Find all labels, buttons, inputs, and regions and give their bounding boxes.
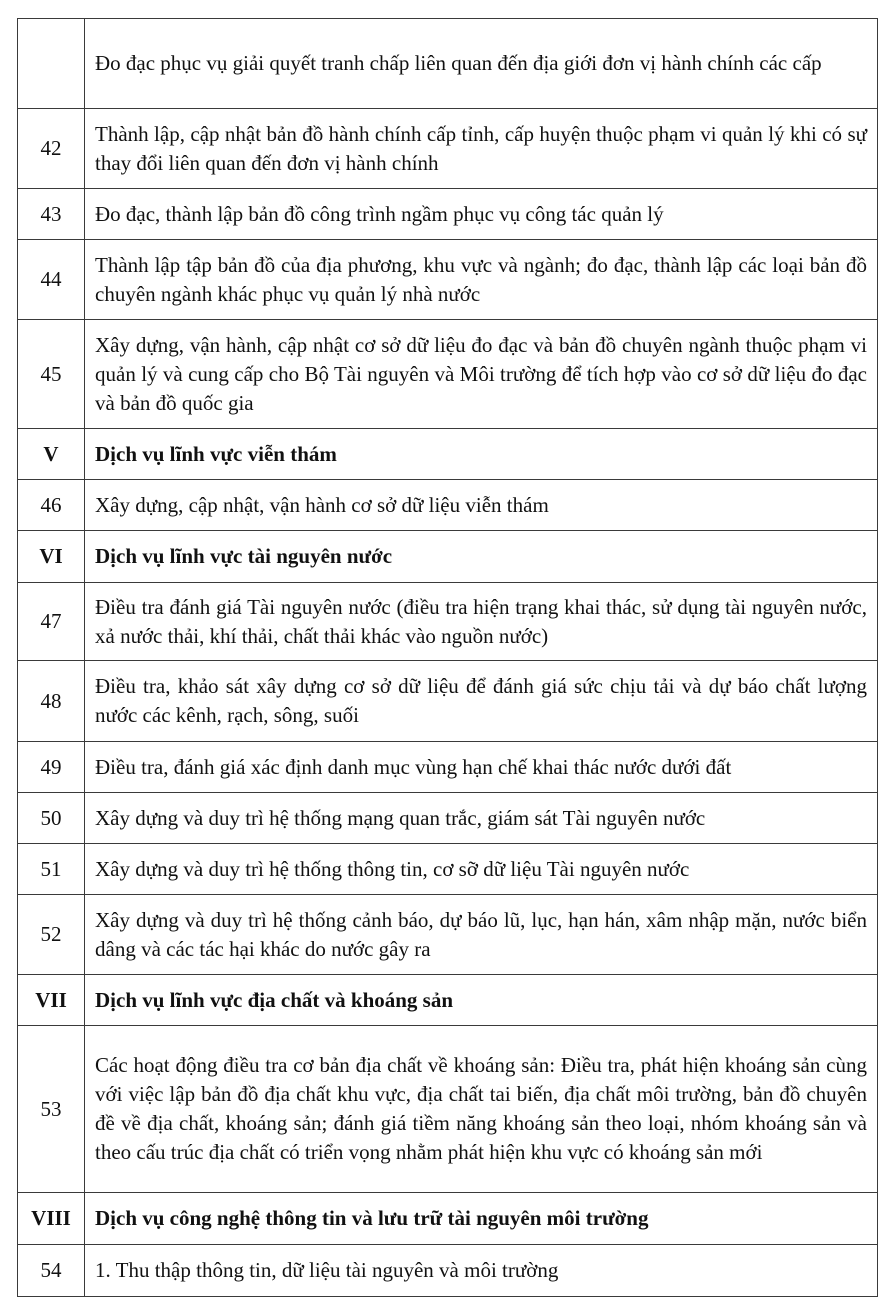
- section-header-row: [18, 1193, 878, 1245]
- row-description: Xây dựng và duy trì hệ thống cảnh báo, dự báo lũ, lục, hạn hán, xâm nhập mặn, nước biển dâng và các tác hại khác do nước gây ra: [85, 895, 878, 975]
- row-number: 54: [18, 1245, 85, 1297]
- section-title: Dịch vụ lĩnh vực địa chất và khoáng sản: [85, 975, 878, 1026]
- row-description: 1. Thu thập thông tin, dữ liệu tài nguyên và môi trường: [85, 1245, 878, 1297]
- section-header-row: [18, 975, 878, 1026]
- table-row: [18, 240, 878, 320]
- row-description: Điều tra, đánh giá xác định danh mục vùng hạn chế khai thác nước dưới đất: [85, 742, 878, 793]
- table-row: [18, 661, 878, 742]
- row-number: 49: [18, 742, 85, 793]
- section-title: Dịch vụ công nghệ thông tin và lưu trữ tài nguyên môi trường: [85, 1193, 878, 1245]
- row-number: 42: [18, 109, 85, 189]
- row-description: Đo đạc, thành lập bản đồ công trình ngầm phục vụ công tác quản lý: [85, 189, 878, 240]
- table-row: [18, 793, 878, 844]
- table-row: [18, 895, 878, 975]
- table-row: [18, 583, 878, 661]
- row-number: [18, 19, 85, 109]
- table-row: [18, 189, 878, 240]
- row-number: V: [18, 429, 85, 480]
- section-header-row: [18, 429, 878, 480]
- row-description: Thành lập, cập nhật bản đồ hành chính cấp tỉnh, cấp huyện thuộc phạm vi quản lý khi có sự thay đổi liên quan đến đơn vị hành chính: [85, 109, 878, 189]
- row-number: VIII: [18, 1193, 85, 1245]
- row-description: Xây dựng và duy trì hệ thống mạng quan trắc, giám sát Tài nguyên nước: [85, 793, 878, 844]
- row-description: Xây dựng, vận hành, cập nhật cơ sở dữ liệu đo đạc và bản đồ chuyên ngành thuộc phạm vi quản lý và cung cấp cho Bộ Tài nguyên và Môi trường để tích hợp vào cơ sở dữ liệu đo đạc và bản đồ quốc gia: [85, 320, 878, 429]
- table-row: [18, 1245, 878, 1297]
- table-row: [18, 742, 878, 793]
- row-description: Điều tra đánh giá Tài nguyên nước (điều tra hiện trạng khai thác, sử dụng tài nguyên nước, xả nước thải, khí thải, chất thải khác vào nguồn nước): [85, 583, 878, 661]
- row-number: 52: [18, 895, 85, 975]
- row-number: 50: [18, 793, 85, 844]
- section-header-row: [18, 531, 878, 583]
- row-description: Xây dựng và duy trì hệ thống thông tin, cơ sỡ dữ liệu Tài nguyên nước: [85, 844, 878, 895]
- row-number: VI: [18, 531, 85, 583]
- row-number: 43: [18, 189, 85, 240]
- services-table: [17, 18, 878, 1297]
- row-description: Các hoạt động điều tra cơ bản địa chất về khoáng sản: Điều tra, phát hiện khoáng sản cùng với việc lập bản đồ địa chất khu vực, địa chất tai biến, địa chất môi trường, bản đồ chuyên đề về địa chất, khoáng sản; đánh giá tiềm năng khoáng sản theo loại, nhóm khoáng sản và theo cấu trúc địa chất có triển vọng nhằm phát hiện khu vực có khoáng sản mới: [85, 1026, 878, 1193]
- row-description: Thành lập tập bản đồ của địa phương, khu vực và ngành; đo đạc, thành lập các loại bản đồ chuyên ngành khác phục vụ quản lý nhà nước: [85, 240, 878, 320]
- row-number: 44: [18, 240, 85, 320]
- row-number: 45: [18, 320, 85, 429]
- section-title: Dịch vụ lĩnh vực tài nguyên nước: [85, 531, 878, 583]
- table-row: [18, 844, 878, 895]
- row-number: 46: [18, 480, 85, 531]
- row-number: 51: [18, 844, 85, 895]
- row-number: 53: [18, 1026, 85, 1193]
- row-description: Điều tra, khảo sát xây dựng cơ sở dữ liệu để đánh giá sức chịu tải và dự báo chất lượng nước các kênh, rạch, sông, suối: [85, 661, 878, 742]
- row-number: VII: [18, 975, 85, 1026]
- table-row: [18, 19, 878, 109]
- table-row: [18, 480, 878, 531]
- table-row: [18, 1026, 878, 1193]
- row-number: 47: [18, 583, 85, 661]
- table-body: [18, 19, 878, 1297]
- row-description: Đo đạc phục vụ giải quyết tranh chấp liên quan đến địa giới đơn vị hành chính các cấp: [85, 19, 878, 109]
- section-title: Dịch vụ lĩnh vực viễn thám: [85, 429, 878, 480]
- row-number: 48: [18, 661, 85, 742]
- table-row: [18, 109, 878, 189]
- row-description: Xây dựng, cập nhật, vận hành cơ sở dữ liệu viễn thám: [85, 480, 878, 531]
- table-row: [18, 320, 878, 429]
